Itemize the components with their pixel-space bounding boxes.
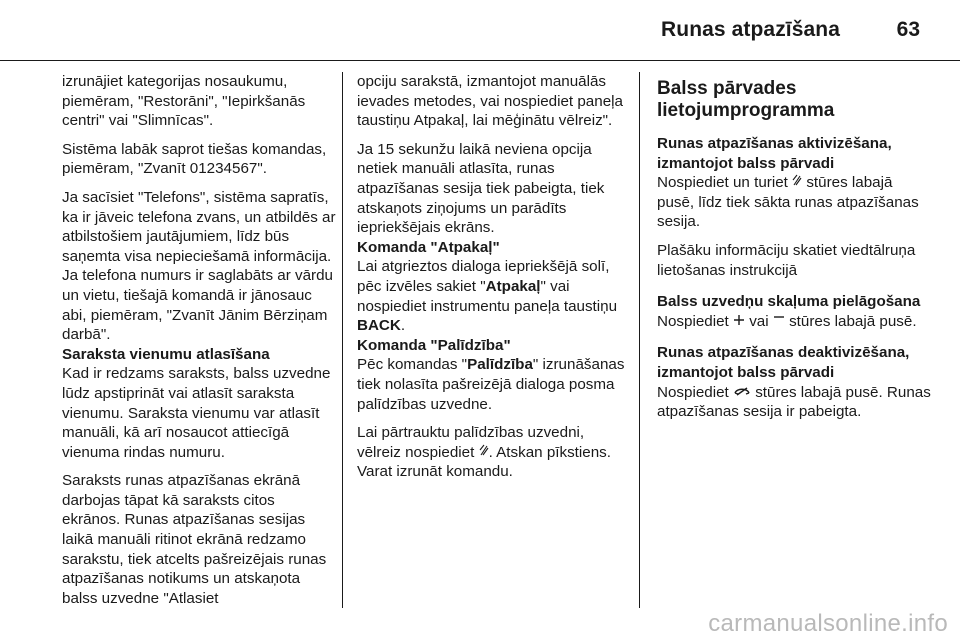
- paragraph: Ja 15 sekunžu laikā neviena opcija netiek manuāli atlasīta, runas atpazīšanas sesija tiek pabeigta, tiek atskaņots ziņojums un parādīts iepriekšējais ekrāns.: [357, 140, 605, 237]
- voice-command-icon: [792, 174, 802, 187]
- paragraph: Pēc komandas "Palīdzība" izrunāšanas tiek nolasīta pašreizējā dialoga posma palīdzības uzvedne.: [357, 356, 625, 413]
- section-title: Balss pārvades lietojumprogramma: [657, 78, 835, 121]
- header-divider: [0, 60, 960, 61]
- paragraph: Saraksts runas atpazīšanas ekrānā darbojas tāpat kā saraksts citos ekrānos. Runas atpazīšanas sesijas laikā manuāli ritinot ekrānā redzamo sarakstu, tiek atcelts pašreizējais runas atpazīšanas notikums un atskaņota balss uzvedne "Atlasiet: [62, 472, 327, 607]
- minus-icon: [773, 314, 785, 326]
- paragraph: Kad ir redzams saraksts, balss uzvedne lūdz apstiprināt vai atlasīt saraksta vienumu. Saraksta vienumu var atlasīt manuāli, kā arī nosaucot attiecīgā vienuma rindas numuru.: [62, 365, 331, 461]
- paragraph: Sistēma labāk saprot tiešas komandas, piemēram, "Zvanīt 01234567".: [62, 140, 327, 178]
- paragraph: Lai atgrieztos dialoga iepriekšējā solī, pēc izvēles sakiet "Atpakaļ" vai nospiediet instrumentu paneļa taustiņu BACK.: [357, 258, 618, 335]
- column-divider-2: [639, 72, 640, 608]
- paragraph: Nospiediet un turiet stūres labajā pusē, līdz tiek sākta runas atpazīšanas sesija.: [657, 174, 919, 231]
- paragraph: opciju sarakstā, izmantojot manuālās ievades metodes, vai nospiediet paneļa taustiņu Atpakaļ, lai mēģinātu vēlreiz".: [357, 73, 623, 130]
- section-heading: Komanda "Atpakaļ": [357, 238, 500, 256]
- subsection-heading: Balss uzvedņu skaļuma pielāgošana: [657, 293, 921, 311]
- paragraph: Lai pārtrauktu palīdzības uzvedni, vēlreiz nospiediet . Atskan pīkstiens. Varat izrunāt komandu.: [357, 424, 611, 481]
- plus-icon: [733, 314, 745, 326]
- paragraph: Plašāku informāciju skatiet viedtālruņa lietošanas instrukcijā: [657, 241, 916, 279]
- subsection-heading: Runas atpazīšanas aktivizēšana, izmantojot balss pārvadi: [657, 135, 892, 172]
- paragraph: izrunājiet kategorijas nosaukumu, piemēram, "Restorāni", "Iepirkšanās centri" vai "Slimnīcas".: [62, 73, 306, 130]
- column-3: [657, 72, 932, 431]
- paragraph: Nospiediet stūres labajā pusē. Runas atpazīšanas sesija ir pabeigta.: [657, 383, 931, 421]
- column-divider-1: [342, 72, 343, 608]
- section-heading: Komanda "Palīdzība": [357, 336, 511, 354]
- end-call-icon: [733, 385, 751, 397]
- column-1: [62, 72, 336, 617]
- paragraph: Nospiediet vai stūres labajā pusē.: [657, 312, 917, 330]
- watermark: carmanualsonline.info: [708, 610, 948, 637]
- section-heading: Saraksta vienumu atlasīšana: [62, 345, 270, 363]
- column-2: [357, 72, 631, 491]
- page-title: Runas atpazīšana: [661, 18, 840, 41]
- voice-command-icon: [479, 444, 489, 457]
- subsection-heading: Runas atpazīšanas deaktivizēšana, izmantojot balss pārvadi: [657, 344, 910, 381]
- page-header: [0, 0, 960, 60]
- paragraph: Ja sacīsiet "Telefons", sistēma sapratīs, ka ir jāveic telefona zvans, un atbildēs ar atbilstošiem jautājumiem, līdz būs saņemta visa nepieciešamā informācija. Ja telefona numurs ir saglabāts ar vārdu un vietu, tiešajā komandā ir jānosauc abi, piemēram, "Zvanīt Jānim Bērziņam darbā".: [62, 188, 336, 344]
- page-number: 63: [896, 18, 920, 41]
